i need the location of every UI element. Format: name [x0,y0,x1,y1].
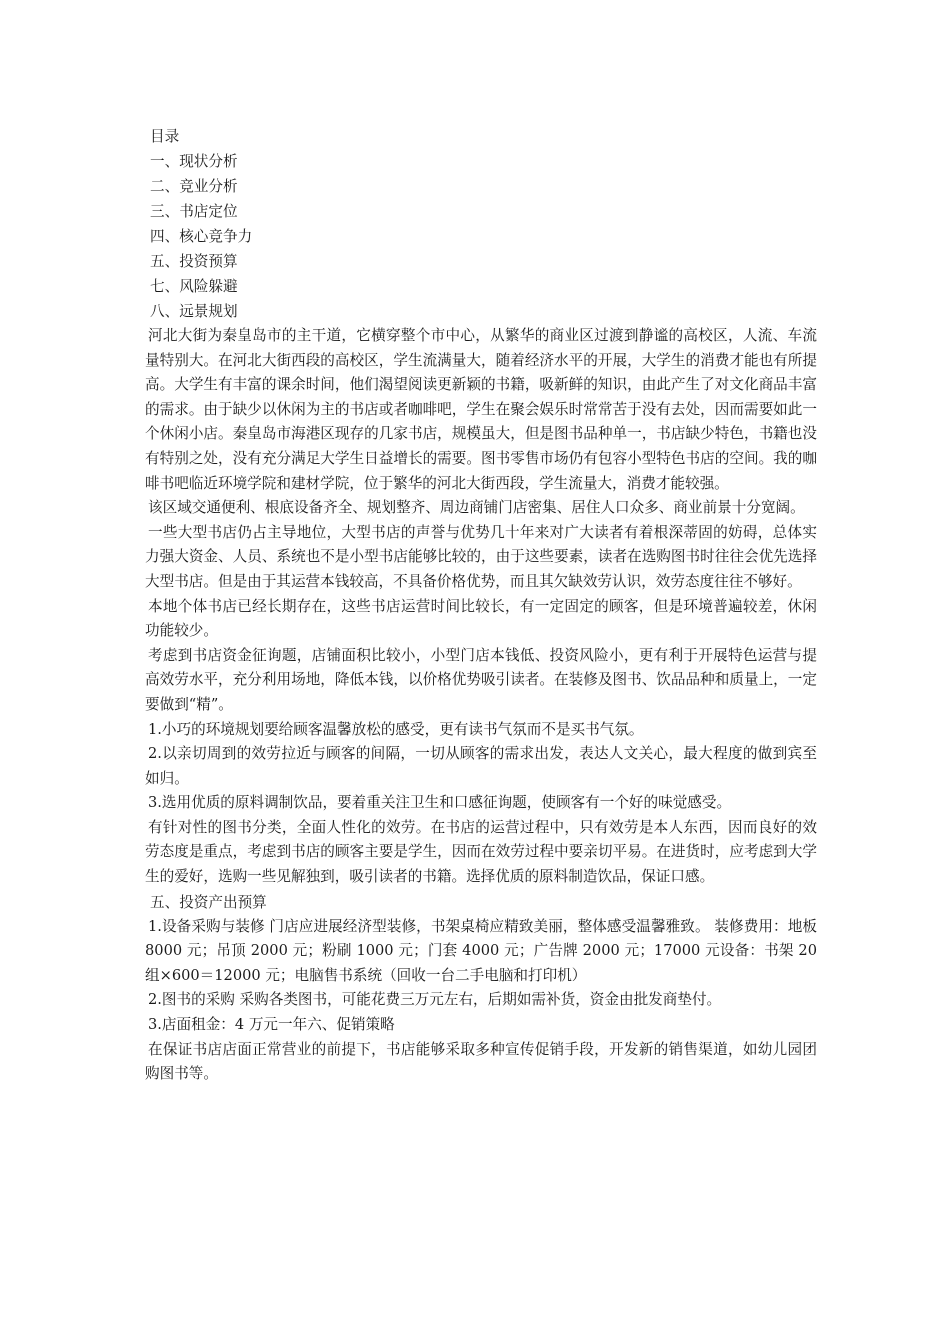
paragraph-positioning: 考虑到书店资金征询题，店铺面积比较小，小型门店本钱低、投资风险小，更有利于开展特色运营与提高效劳水平，充分利用场地，降低本钱，以价格优势吸引读者。在装修及图书、饮品品种和质量上，一定要做到“精”。 [145,646,817,713]
toc-item-8: 八、远景规划 [150,303,238,320]
paragraph-equipment-costs: 1.设备采购与装修 门店应进展经济型装修，书架桌椅应精致美丽，整体感受温馨雅致。 装修费用：地板 8000 元；吊顶 2000 元；粉刷 1000 元；门套 4000 元；广告牌 2000 元；17000 元设备：书架 20 组×600＝12000 元；电脑售书系统（回收一台二手电脑和打印机） [145,917,817,984]
paragraph-service: 有针对性的图书分类，全面人性化的效劳。在书店的运营过程中，只有效劳是本人东西，因而良好的效劳态度是重点，考虑到书店的顾客主要是学生，因而在效劳过程中要亲切平易。在进货时，应考虑到大学生的爱好，选购一些见解独到，吸引读者的书籍。选择优质的原料制造饮品，保证口感。 [145,818,817,886]
paragraph-rent: 3.店面租金：4 万元一年六、促销策略 [148,1016,395,1034]
paragraph-local-bookstores: 本地个体书店已经长期存在，这些书店运营时间比较长，有一定固定的顾客，但是环境普遍较差，休闲功能较少。 [145,597,817,640]
document-page [145,124,817,1087]
toc-item-2: 二、竞业分析 [150,178,238,195]
paragraph-promotion: 在保证书店店面正常营业的前提下，书店能够采取多种宣传促销手段，开发新的销售渠道，如幼儿园团购图书等。 [145,1040,817,1083]
paragraph-point-1: 1.小巧的环境规划要给顾客温馨放松的感受，更有读书气氛而不是买书气氛。 [148,720,644,738]
toc-item-7: 七、风险躲避 [150,278,238,295]
paragraph-large-bookstores: 一些大型书店仍占主导地位，大型书店的声誉与优势几十年来对广大读者有着根深蒂固的妨碍，总体实力强大资金、人员、系统也不是小型书店能够比较的，由于这些要素，读者在选购图书时往往会优先选择大型书店。但是由于其运营本钱较高，不具备价格优势，而且其欠缺效劳认识，效劳态度往往不够好。 [145,523,817,590]
paragraph-location: 该区域交通便利、根底设备齐全、规划整齐、周边商铺门店密集、居住人口众多、商业前景十分宽阔。 [148,499,805,517]
section-heading-investment: 五、投资产出预算 [150,893,267,911]
toc-item-3: 三、书店定位 [150,203,238,220]
toc-title: 目录 [150,128,180,145]
toc-item-1: 一、现状分析 [150,153,238,170]
paragraph-market-status: 河北大街为秦皇岛市的主干道，它横穿整个市中心，从繁华的商业区过渡到静谧的高校区，人流、车流量特别大。在河北大街西段的高校区，学生流满量大，随着经济水平的开展，大学生的消费才能也有所提高。大学生有丰富的课余时间，他们渴望阅读更新颖的书籍，吸新鲜的知识，由此产生了对文化商品丰富的需求。由于缺少以休闲为主的书店或者咖啡吧，学生在聚会娱乐时常常苦于没有去处，因而需要如此一个休闲小店。秦皇岛市海港区现存的几家书店，规模虽大，但是图书品种单一，书店缺少特色，书籍也没有特别之处，没有充分满足大学生日益增长的需要。图书零售市场仍有包容小型特色书店的空间。我的咖啡书吧临近环境学院和建材学院，位于繁华的河北大街西段，学生流量大，消费才能较强。 [145,327,817,492]
paragraph-book-purchase: 2.图书的采购 采购各类图书，可能花费三万元左右，后期如需补货，资金由批发商垫付。 [148,991,722,1009]
toc-item-4: 四、核心竞争力 [150,228,253,245]
table-of-contents [145,124,817,324]
paragraph-point-3: 3.选用优质的原料调制饮品，要着重关注卫生和口感征询题，使顾客有一个好的味觉感受。 [148,794,732,812]
paragraph-point-2: 2.以亲切周到的效劳拉近与顾客的间隔，一切从顾客的需求出发，表达人文关心，最大程度的做到宾至如归。 [145,745,817,787]
toc-item-5: 五、投资预算 [150,253,238,270]
